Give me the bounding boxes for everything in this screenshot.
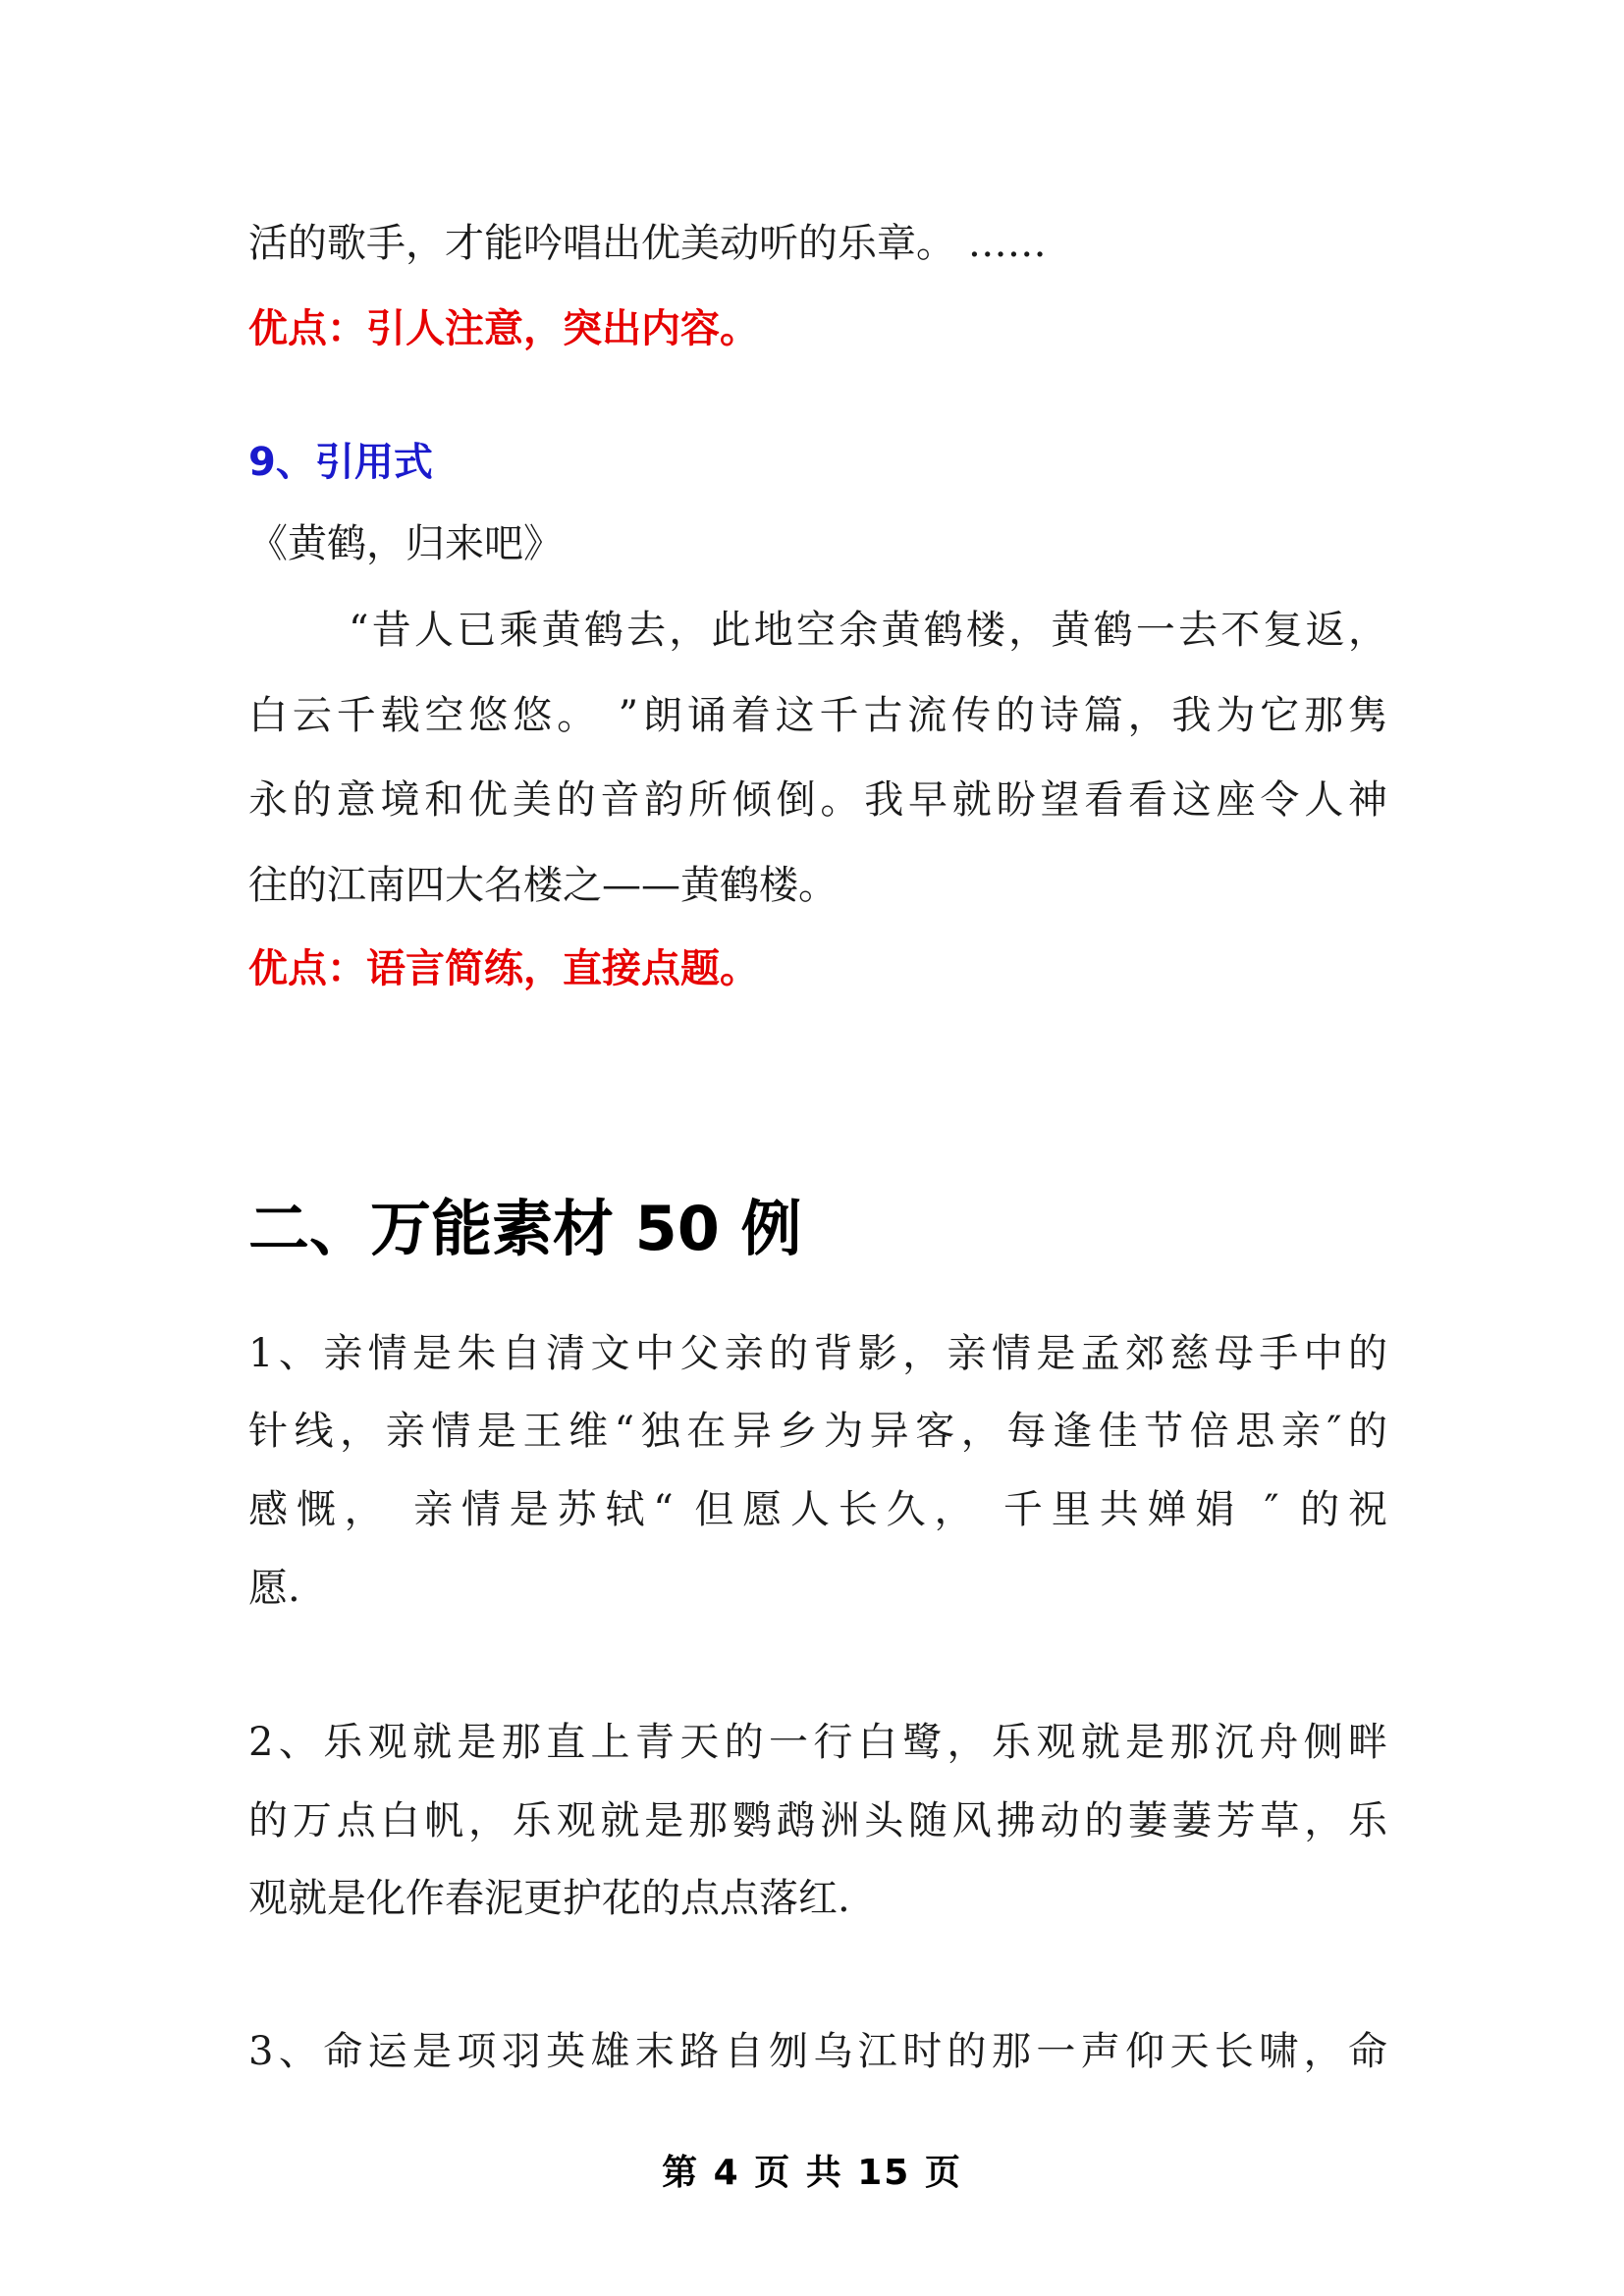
paragraph-line: 的万点白帆，乐观就是那鹦鹉洲头随风拂动的萋萋芳草，乐 [248, 1798, 1387, 1843]
paragraph-tail-line: 活的歌手，才能吟唱出优美动听的乐章。 …… [248, 221, 1047, 266]
paragraph-line: 3、命运是项羽英雄末路自刎乌江时的那一声仰天长啸，命 [248, 2029, 1387, 2074]
paragraph-line: 白云千载空悠悠。 ”朗诵着这千古流传的诗篇，我为它那隽 [248, 693, 1387, 738]
paragraph-line: 针线，亲情是王维“独在异乡为异客，每逢佳节倍思亲″的 [248, 1409, 1387, 1454]
paragraph-line: 观就是化作春泥更护花的点点落红. [248, 1876, 850, 1921]
paragraph-line: “昔人已乘黄鹤去，此地空余黄鹤楼，黄鹤一去不复返， [349, 608, 1387, 653]
page-footer: 第 4 页 共 15 页 [662, 2153, 962, 2193]
paragraph-line: 往的江南四大名楼之——黄鹤楼。 [248, 863, 838, 908]
paragraph-line: 愿. [248, 1566, 300, 1611]
advantage-note: 优点：语言简练，直接点题。 [248, 946, 759, 991]
paragraph-line: 永的意境和优美的音韵所倾倒。我早就盼望看看这座令人神 [248, 777, 1387, 823]
advantage-note: 优点：引人注意，突出内容。 [248, 306, 759, 351]
chapter-heading: 二、万能素材 50 例 [248, 1193, 802, 1264]
paragraph-line: 1、亲情是朱自清文中父亲的背影，亲情是孟郊慈母手中的 [248, 1331, 1387, 1376]
paragraph-line: 感慨， 亲情是苏轼“ 但愿人长久， 千里共婵娟 ″ 的祝 [248, 1487, 1387, 1532]
section-heading: 9、引用式 [248, 440, 433, 485]
paragraph-line: 2、乐观就是那直上青天的一行白鹭，乐观就是那沉舟侧畔 [248, 1720, 1387, 1765]
essay-title: 《黄鹤，归来吧》 [248, 521, 563, 566]
